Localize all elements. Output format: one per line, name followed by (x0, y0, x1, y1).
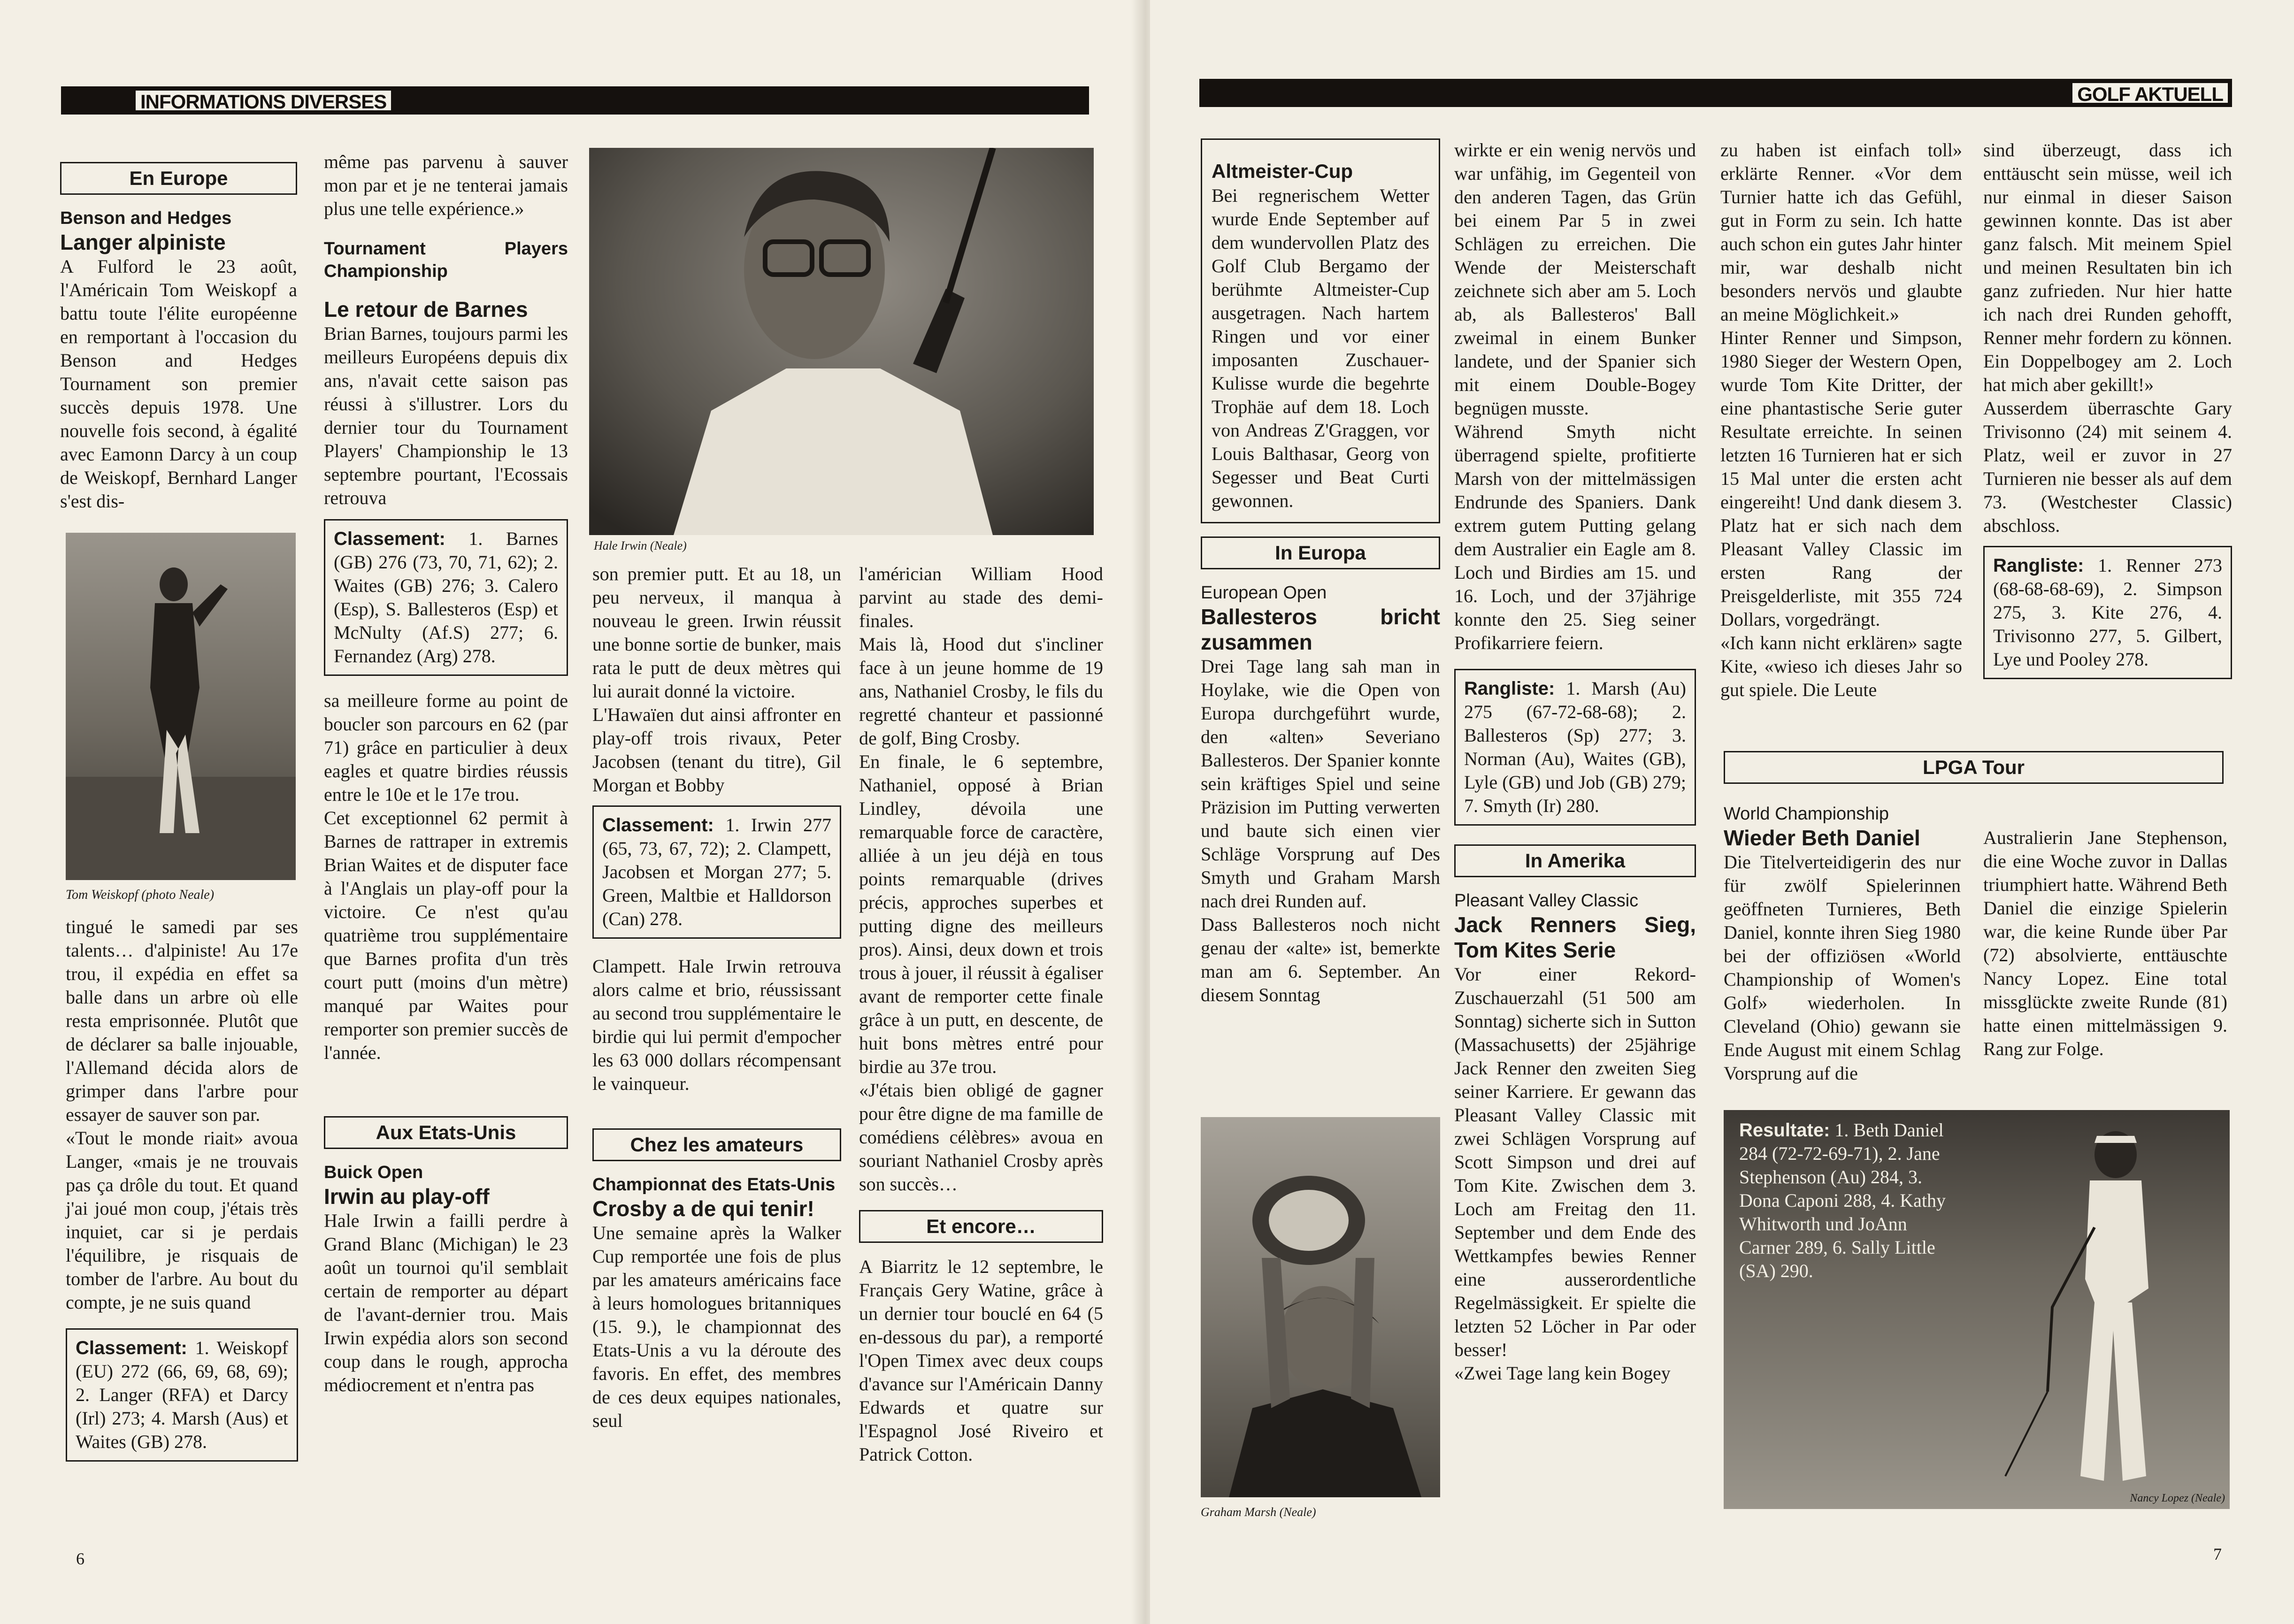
article-text: son premier putt. Et au 18, un peu nerveux, il manqua à nouveau le green. Irwin réussit une bonne sortie de bunker, mais rata le putt de deux mètres qui lui aurait donné la victoire. (592, 563, 841, 702)
article-text: Bei regnerischem Wetter wurde Ende September auf dem wundervollen Platz des Golf Club Bergamo der berühmte Altmeister-Cup ausgetragen. Nach hartem Ringen und vor einer imposanten Zuschauer-Kulisse wurde die begehrte Trophäe auf dem 18. Loch von Andreas Z'Graggen, vor Louis Balthasar, Georg von Segesser und Beat Curti gewonnen. (1212, 185, 1429, 511)
result-label: Classement: (602, 815, 714, 835)
section-head-lpga-tour: LPGA Tour (1724, 751, 2224, 784)
article-text: Australierin Jane Stephenson, die eine Woche zuvor in Dallas triumphiert hatte. Während Beth Daniel die einzige Spielerin war, die keine Runde über Par (72) absolvierte, enttäuschte Nancy Lopez. Eine total missglückte zweite Runde (81) hatte einen mittelmässigen 9. Rang zur Folge. (1983, 827, 2227, 1059)
kicker: Tournament Players Championship (324, 239, 568, 281)
photo-graham-marsh (1201, 1117, 1440, 1497)
article-text: A Fulford le 23 août, l'Américain Tom Weiskopf a battu toute l'élite européenne en remportant à l'occasion du Benson and Hedges Tournament son premier succès depuis 1978. Une nouvelle fois second, à égalité avec Eamonn Darcy à un coup de Weiskopf, Bernhard Langer s'est dis- (60, 256, 297, 512)
result-box (66, 1328, 298, 1462)
headline: Le retour de Barnes (324, 297, 528, 322)
kicker: Buick Open (324, 1163, 423, 1182)
result-box (1983, 546, 2232, 679)
article-text: Während Smyth nicht überragend spielte, profitierte Marsh von der mittelmässigen Endrunde des Spaniers. Dank extrem gutem Putting gelang dem Australier ein Eagle am 8. Loch und Birdies am 15. und 16. Loch, und der 37jährige konnte den 25. Sieg seiner Profikarriere feiern. (1454, 421, 1696, 653)
photo-caption: Graham Marsh (Neale) (1201, 1505, 1316, 1519)
result-label: Classement: (334, 529, 445, 549)
article-text: même pas parvenu à sauver mon par et je ne tenterai jamais plus une telle expérience.» (324, 151, 568, 219)
article-text: «Tout le monde riait» avoua Langer, «mais je ne trouvais pas ça drôle du tout. Et quand j'ai joué mon coup, j'étais très inquiet, car si je perdais l'équilibre, je risquais de tomber de l'arbre. Au bout du compte, je ne suis quand (66, 1127, 298, 1313)
article-text: Hinter Renner und Simpson, 1980 Sieger der Western Open, wurde Tom Kite Dritter, der eine phantastische Serie guter Resultate erreichte. In seinen letzten 16 Turnieren hat er sich 15 Mal unter die ersten acht eingereiht! Und dank diesem 3. Platz hat er sich nach dem Pleasant Valley Classic im ersten Rang der Preisgelderliste, mit 355 724 Dollars, vorgedrängt. (1720, 327, 1962, 630)
lpga-column-left (1724, 803, 1961, 1085)
article-text: «J'étais bien obligé de gagner pour être digne de ma famille de comédiens célèbres» avoua en souriant Nathaniel Crosby après son succès… (859, 1080, 1103, 1195)
result-text: 1. Irwin 277 (65, 73, 67, 72); 2. Clampett, Jacobsen et Morgan 277; 5. Green, Maltbie et Halldorson (Can) 278. (602, 814, 832, 929)
left-page (0, 0, 1141, 1624)
headline: Irwin au play-off (324, 1184, 490, 1209)
headline: Jack Renners Sieg, Tom Kites Serie (1454, 912, 1696, 962)
result-box (1738, 1117, 1963, 1284)
article-text: l'américian William Hood parvint au stade des demi-finales. (859, 563, 1103, 631)
article-text: Die Titelverteidigerin des nur für zwölf Spielerinnen geöffneten Turnieres, Beth Daniel, konnte ihren Sieg 1980 bei der offiziösen «World Championship of Women's Golf» wiederholen. In Cleveland (Ohio) gewann sie Ende August mit einem Schlag Vorsprung auf die (1724, 851, 1961, 1084)
result-label: Rangliste: (1464, 678, 1555, 699)
page-number: 6 (76, 1549, 84, 1568)
article-text: Cet exceptionnel 62 permit à Barnes de rattraper in extremis Brian Waites et de disputer face à l'Anglais un play-off pour la victoire. Ce n'est qu'au quatrième trou supplémentaire que Barnes profita d'un très court putt (moins d'un mètre) manqué par Waites pour remporter son premier succès de l'année. (324, 807, 568, 1063)
kicker: Pleasant Valley Classic (1454, 891, 1639, 911)
section-title: GOLF AKTUELL (2071, 82, 2229, 104)
section-title: INFORMATIONS DIVERSES (134, 89, 392, 112)
kicker: Championnat des Etats-Unis (592, 1175, 836, 1195)
section-head-aux-etats-unis: Aux Etats-Unis (324, 1116, 568, 1149)
article-text: zu haben ist einfach toll» erklärte Renner. «Vor dem Turnier hatte ich das Gefühl, gut in Form zu sein. Ich hatte auch schon ein gutes Jahr hinter mir, war deshalb nicht besonders nervös und glaubte an meine Möglichkeit.» (1720, 139, 1962, 325)
result-text: 1. Weiskopf (EU) 272 (66, 69, 68, 69); 2. Langer (RFA) et Darcy (Irl) 273; 4. Marsh (Aus) et Waites (GB) 278. (76, 1337, 288, 1452)
photo-nancy-lopez (1724, 1110, 2230, 1509)
result-text: 1. Barnes (GB) 276 (73, 70, 71, 62); 2. Waites (GB) 276; 3. Calero (Esp), S. Ballesteros (Esp) et McNulty (Af.S) 277; 6. Fernandez (Arg) 278. (334, 528, 559, 666)
article-text: Dass Ballesteros noch nicht genau der «alte» ist, bemerkte man am 6. September. An diesem Sonntag (1201, 914, 1440, 1005)
article-text: sa meilleure forme au point de boucler son parcours en 62 (par 71) grâce en particulier à deux eagles et quatre birdies réussis entre le 10e et le 17e trou. (324, 690, 568, 805)
section-head-in-amerika: In Amerika (1454, 844, 1696, 877)
right-column-4 (1983, 138, 2232, 685)
article-text: Ausserdem überraschte Gary Trivisonno (24) mit seinem 4. Platz, weil er zuvor in 27 Turnieren nie besser als auf dem 73. (Westchester Classic) abschloss. (1983, 398, 2232, 536)
photo-caption: Tom Weiskopf (photo Neale) (66, 888, 215, 902)
headline: Crosby a de qui tenir! (592, 1196, 814, 1221)
section-bar (61, 86, 1089, 115)
right-page (1150, 0, 2294, 1624)
article-text: wirkte er ein wenig nervös und war unfähig, im Gegenteil von den anderen Tagen, das Grün bei einem Par 5 in zwei Schlägen zu erreichen. Die Wende der Meisterschaft zeichnete sich aber am 5. Loch ab, als Ballesteros' Ball zweimal in einem Bunker landete, und der Spanier sich mit einem Double-Bogey begnügen musste. (1454, 139, 1696, 419)
result-box (592, 805, 841, 939)
article-text: Mais là, Hood dut s'incliner face à un jeune homme de 19 ans, Nathaniel Crosby, le fils du regretté chanteur et passionné de golf, Bing Crosby. (859, 634, 1103, 749)
section-head-et-encore: Et encore… (859, 1210, 1103, 1243)
left-column-3 (592, 562, 841, 1432)
kicker: Benson and Hedges (60, 208, 232, 228)
result-label: Resultate: (1739, 1120, 1830, 1141)
kicker: World Championship (1724, 804, 1889, 824)
article-text: «Zwei Tage lang kein Bogey (1454, 1363, 1671, 1384)
result-text: 1. Beth Daniel 284 (72-72-69-71), 2. Jane Stephenson (Au) 284, 3. Dona Caponi 288, 4. Kathy Whitworth und JoAnn Carner 289, 6. Sally Little (SA) 290. (1739, 1119, 1946, 1281)
result-text: 1. Marsh (Au) 275 (67-72-68-68); 2. Ballesteros (Sp) 277; 3. Norman (Au), Waites (GB), Lyle (GB) und Job (GB) 279; 7. Smyth (Ir) 280. (1464, 678, 1686, 816)
article-text: Une semaine après la Walker Cup remportée une fois de plus par les amateurs américains face à leurs homologues britanniques (15. 9.), le championnat des Etats-Unis a vu la déroute des favoris. En effet, des membres de ces deux equipes nationales, seul (592, 1222, 841, 1431)
article-text: sind überzeugt, dass ich enttäuscht sein müsse, weil ich nur einmal in dieser Saison gewinnen konnte. Das ist aber ganz falsch. Mit meinem Spiel und meinen Resultaten bin ich ganz zufrieden. Nur hier hatte ich nach drei Runden gehofft, Renner mehr fordern zu können. Ein Doppelbogey am 2. Loch hat mich aber gekillt!» (1983, 139, 2232, 395)
kicker: European Open (1201, 583, 1327, 603)
section-head-in-europa: In Europa (1201, 536, 1440, 569)
headline: Altmeister-Cup (1212, 160, 1353, 182)
result-label: Rangliste: (1993, 555, 2084, 576)
article-text: tingué le samedi par ses talents… d'alpiniste! Au 17e trou, il expédia en effet sa balle dans un arbre où elle resta emprisonnée. Plutôt que de déclarer sa balle injouable, l'Allemand décida alors de grimper dans l'arbre pour essayer de sauver son par. (66, 916, 298, 1125)
article-text: Vor einer Rekord-Zuschauerzahl (51 500 am Sonntag) sicherte sich in Sutton (Massachusetts) der 25jährige Jack Renner den zweiten Sieg seiner Karriere. Er gewann das Pleasant Valley Classic mit zwei Schlägen Vorsprung auf Scott Simpson und drei auf Tom Kite. Zwischen dem 3. Loch am Freitag den 11. September und dem Ende des Wettkampfes bewies Renner eine ausserordentliche Regelmässigkeit. Er spielte die letzten 52 Löcher in Par oder besser! (1454, 964, 1696, 1360)
lpga-column-right (1983, 826, 2227, 1061)
section-head-chez-les-amateurs: Chez les amateurs (592, 1128, 841, 1161)
article-text: En finale, le 6 septembre, Nathaniel, opposé à Brian Lindley, dévoila une remarquable force de caractère, alliée à un jeu déjà en tous points remarquable (drives précis, approches superbes et putting digne des meilleurs pros). Ainsi, deux down et trois trous à jouer, il réussit à égaliser avant de remporter cette finale grâce à un putt, en descente, de huit bons mètres entré pour birdie au 37e trou. (859, 751, 1103, 1077)
left-column-4 (859, 562, 1103, 1466)
right-column-1 (1201, 138, 1440, 1007)
article-text: Hale Irwin a failli perdre à Grand Blanc (Michigan) le 23 août un tournoi qu'il semblait certain de remporter au départ de l'avant-dernier trou. Mais Irwin expédia alors son second coup dans le rough, approcha médiocrement et n'entra pas (324, 1210, 568, 1395)
result-box (1454, 669, 1696, 826)
photo-caption: Hale Irwin (Neale) (594, 539, 687, 552)
altmeister-box (1201, 138, 1440, 523)
right-column-2 (1454, 138, 1696, 1385)
photo-hale-irwin (589, 148, 1094, 535)
headline: Wieder Beth Daniel (1724, 826, 1920, 850)
right-column-3 (1720, 138, 1962, 702)
article-text: Drei Tage lang sah man in Hoylake, wie die Open von Europa durchgeführt wurde, den «alten» Severiano Ballesteros. Der Spanier konnte sein kräftiges Spiel und seine Präzision im Putting verwerten und baute sich einen vier Schläge Vorsprung auf Des Smyth und Graham Marsh nach drei Runden auf. (1201, 656, 1440, 912)
headline: Ballesteros bricht zusammen (1201, 605, 1440, 654)
result-label: Classement: (76, 1338, 187, 1358)
left-column-1-cont (66, 915, 298, 1467)
photo-weiskopf (66, 533, 296, 880)
left-column-2 (324, 150, 568, 1397)
photo-caption: Nancy Lopez (Neale) (2130, 1492, 2225, 1504)
article-text: Clampett. Hale Irwin retrouva alors calme et brio, réussissant au second trou supplémentaire le birdie qui lui permit d'empocher les 63 000 dollars récompensant le vainqueur. (592, 956, 841, 1094)
section-head-en-europe: En Europe (60, 162, 297, 195)
left-column-1 (60, 157, 297, 513)
article-text: «Ich kann nicht erklären» sagte Kite, «wieso ich dieses Jahr so gut spiele. Die Leute (1720, 632, 1962, 700)
article-text: L'Hawaïen dut ainsi affronter en play-off trois rivaux, Peter Jacobsen (tenant du titre), Gil Morgan et Bobby (592, 704, 841, 796)
article-text: Brian Barnes, toujours parmi les meilleurs Européens depuis dix ans, n'avait cette saison pas réussi à s'illustrer. Lors du dernier tour du Tournament Players' Championship le 13 septembre pourtant, l'Ecossais retrouva (324, 323, 568, 508)
page-number: 7 (2213, 1545, 2222, 1563)
section-bar (1199, 79, 2232, 107)
article-text: A Biarritz le 12 septembre, le Français Gery Watine, grâce à un dernier tour bouclé en 64 (5 en-dessous du par), a remporté l'Open Timex avec deux coups d'avance sur l'Américain Danny Edwards et quatre sur l'Espagnol José Riveiro et Patrick Cotton. (859, 1256, 1103, 1465)
result-box (324, 519, 568, 676)
headline: Langer alpiniste (60, 230, 226, 254)
result-text: 1. Renner 273 (68-68-68-69), 2. Simpson 275, 3. Kite 276, 4. Trivisonno 277, 5. Gilbert, Lye und Pooley 278. (1993, 555, 2223, 670)
